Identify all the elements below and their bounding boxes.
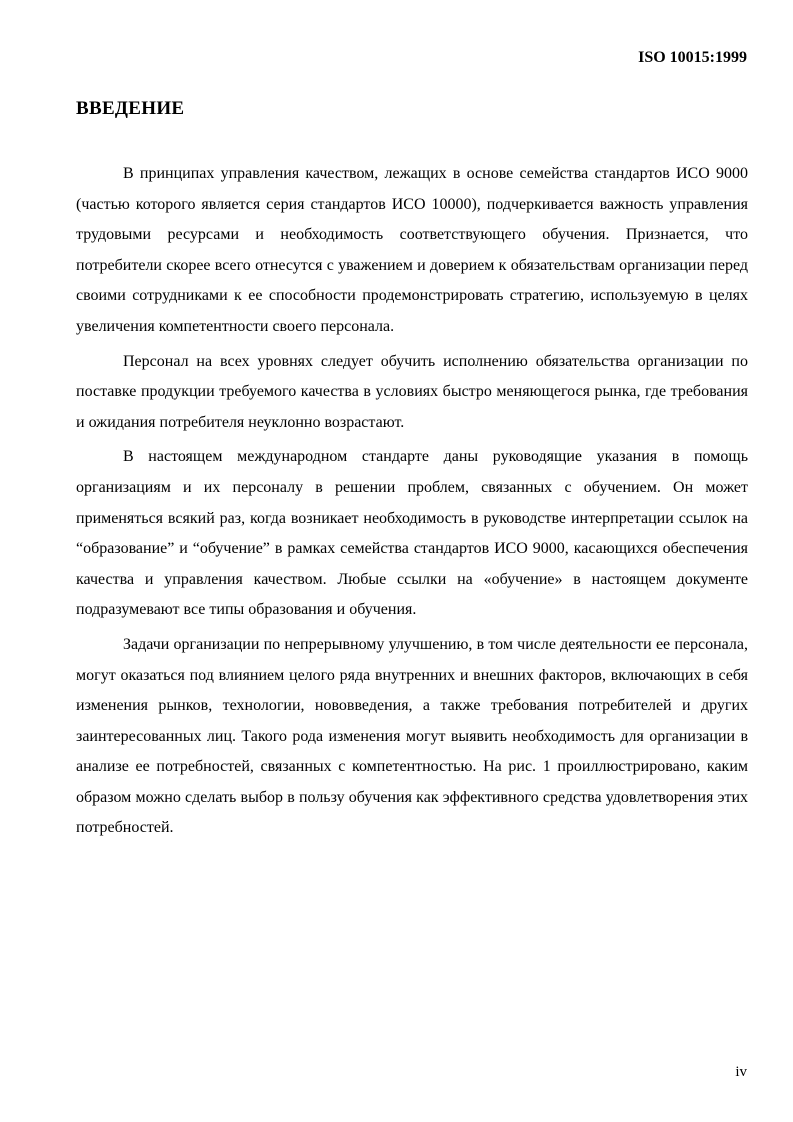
body-text <box>76 159 748 848</box>
standard-id-header: ISO 10015:1999 <box>638 49 747 66</box>
paragraph-2: Персонал на всех уровнях следует обучить исполнению обязательства организации по поставке продукции требуемого качества в условиях быстро меняющегося рынка, где требования и ожидания потребителя неуклонно возрастают. <box>76 352 748 431</box>
paragraph-4: Задачи организации по непрерывному улучшению, в том числе деятельности ее персонала, могут оказаться под влиянием целого ряда внутренних и внешних факторов, включающих в себя изменения рынков, технологии, нововведения, а также требования потребителей и других заинтересованных лиц. Такого рода изменения могут выявить необходимость для организации в анализе ее потребностей, связанных с компетентностью. На рис. 1 проиллюстрировано, каким образом можно сделать выбор в пользу обучения как эффективного средства удовлетворения этих потребностей. <box>76 635 748 837</box>
page-number: iv <box>735 1064 747 1080</box>
paragraph-1: В принципах управления качеством, лежащих в основе семейства стандартов ИСО 9000 (частью которого является серия стандартов ИСО 10000), подчеркивается важность управления трудовыми ресурсами и необходимость соответствующего обучения. Признается, что потребители скорее всего отнесутся с уважением и доверием к обязательствам организации перед своими сотрудниками к ее способности продемонстрировать стратегию, используемую в целях увеличения компетентности своего персонала. <box>76 165 748 335</box>
section-title: ВВЕДЕНИЕ <box>76 98 185 119</box>
paragraph-3: В настоящем международном стандарте даны руководящие указания в помощь организациям и их персоналу в решении проблем, связанных с обучением. Он может применяться всякий раз, когда возникает необходимость в руководстве интерпретации ссылок на “образование” и “обучение” в рамках семейства стандартов ИСО 9000, касающихся обеспечения качества и управления качеством. Любые ссылки на «обучение» в настоящем документе подразумевают все типы образования и обучения. <box>76 448 748 619</box>
